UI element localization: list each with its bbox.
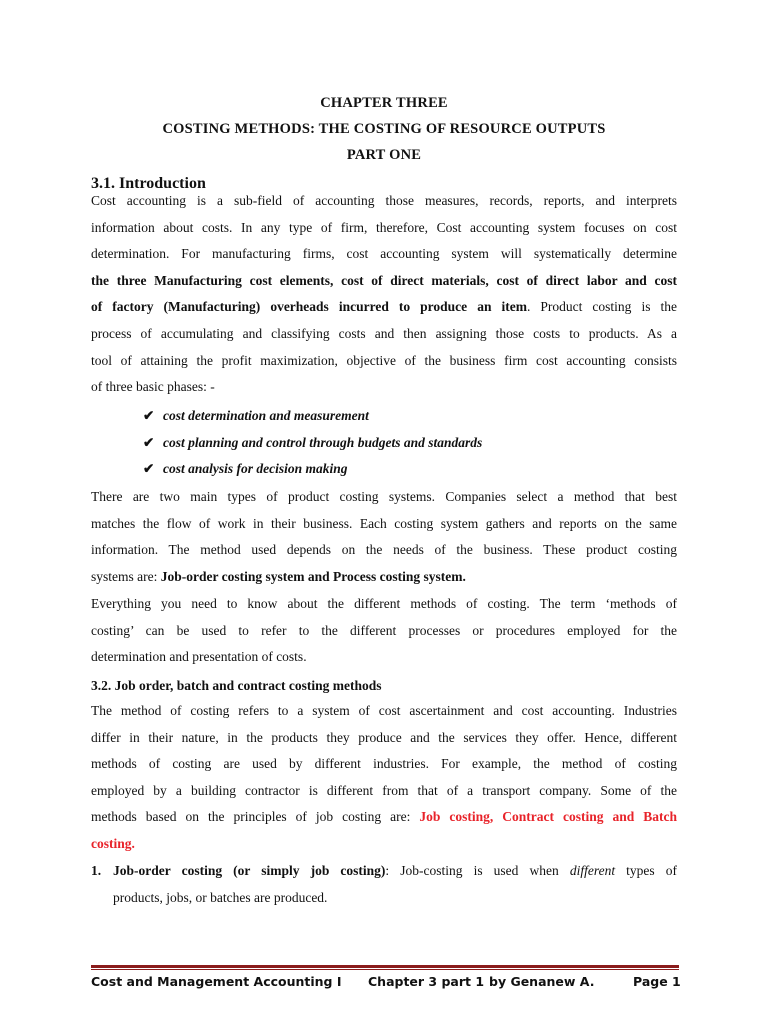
footer-divider-thin: [91, 969, 679, 970]
text-line: matches the flow of work in their business. Each costing system gathers and reports on the same: [91, 515, 677, 531]
text-span: . Product costing is the: [526, 299, 677, 315]
list-item-text: cost analysis for decision making: [163, 461, 348, 477]
text-line: information. The method used depends on the needs of the business. These product costing: [91, 542, 677, 558]
bold-text: Job-order costing (or simply job costing): [113, 863, 386, 878]
check-mark-icon: ✔: [143, 408, 155, 423]
footer-course: Cost and Management Accounting I: [91, 974, 342, 989]
text-line: [113, 858, 677, 885]
footer-author: by Genanew A.: [489, 974, 595, 989]
text-line: Cost accounting is a sub-field of accounting those measures, records, reports, and interprets: [91, 193, 677, 208]
job-costing-paragraph: [91, 698, 677, 858]
list-item-text: cost determination and measurement: [163, 408, 369, 423]
text-line: methods of costing are used by different industries. For example, the method of costing: [91, 756, 677, 772]
check-mark-icon: ✔: [143, 461, 155, 477]
text-span: systems are:: [91, 568, 161, 584]
list-item: [143, 403, 482, 430]
text-span: : Job-costing is used when: [385, 863, 570, 878]
text-line: [91, 804, 677, 831]
text-line: of three basic phases: -: [91, 379, 215, 395]
text-span: methods based on the principles of job costing are:: [91, 809, 420, 825]
chapter-label: CHAPTER THREE: [320, 95, 448, 111]
footer-divider: [91, 965, 679, 968]
bold-text: of factory (Manufacturing) overheads incurred to produce an item: [91, 299, 527, 315]
text-span: types of: [615, 863, 677, 878]
methods-paragraph: [91, 591, 677, 671]
text-line: information about costs. In any type of firm, therefore, Cost accounting system focuses on cost: [91, 219, 677, 235]
section-heading-job-order: 3.2. Job order, batch and contract costing methods: [91, 678, 382, 693]
document-page: [91, 0, 677, 1024]
part-label: PART ONE: [346, 147, 422, 163]
chapter-title: COSTING METHODS: THE COSTING OF RESOURCE OUTPUTS: [162, 121, 606, 137]
text-line: products, jobs, or batches are produced.: [113, 889, 328, 905]
text-line: employed by a building contractor is different from that of a transport company. Some of the: [91, 782, 677, 798]
text-line: costing’ can be used to refer to the different processes or procedures employed for the: [91, 622, 677, 638]
costing-systems-paragraph: [91, 484, 677, 590]
text-line: [91, 831, 677, 858]
text-line: [91, 294, 677, 321]
check-mark-icon: ✔: [143, 434, 155, 450]
bold-text: the three Manufacturing cost elements, cost of direct materials, cost of direct labor and cost: [91, 272, 677, 288]
footer-page-number: Page 1: [633, 974, 681, 989]
italic-text: different: [569, 863, 616, 878]
footer-chapter: Chapter 3 part 1: [368, 974, 485, 989]
text-line: differ in their nature, in the products they produce and the services they offer. Hence, different: [91, 729, 677, 745]
job-order-item: [113, 858, 677, 911]
list-item: [143, 430, 482, 457]
section-heading-introduction: 3.1. Introduction: [91, 175, 206, 192]
text-line: The method of costing refers to a system of cost ascertainment and cost accounting. Industries: [91, 703, 677, 718]
list-number: 1.: [91, 863, 102, 878]
phase-list: [143, 403, 482, 483]
highlighted-text: Job costing, Contract costing and Batch: [419, 809, 677, 825]
list-item: [143, 456, 482, 483]
text-line: [91, 564, 677, 591]
list-item-text: cost planning and control through budgets and standards: [163, 434, 483, 450]
text-line: There are two main types of product costing systems. Companies select a method that best: [91, 489, 677, 504]
text-line: determination and presentation of costs.: [91, 649, 307, 665]
intro-paragraph: [91, 188, 677, 401]
text-line: process of accumulating and classifying costs and then assigning those costs to products. As a: [91, 325, 677, 341]
text-line: determination. For manufacturing firms, cost accounting system will systematically determine: [91, 246, 677, 262]
text-line: tool of attaining the profit maximization, objective of the business firm cost accounting consists: [91, 352, 677, 368]
highlighted-text: costing.: [91, 835, 135, 851]
text-line: [91, 268, 677, 295]
bold-text: Job-order costing system and Process costing system.: [160, 568, 466, 584]
text-line: Everything you need to know about the different methods of costing. The term ‘methods of: [91, 596, 677, 611]
